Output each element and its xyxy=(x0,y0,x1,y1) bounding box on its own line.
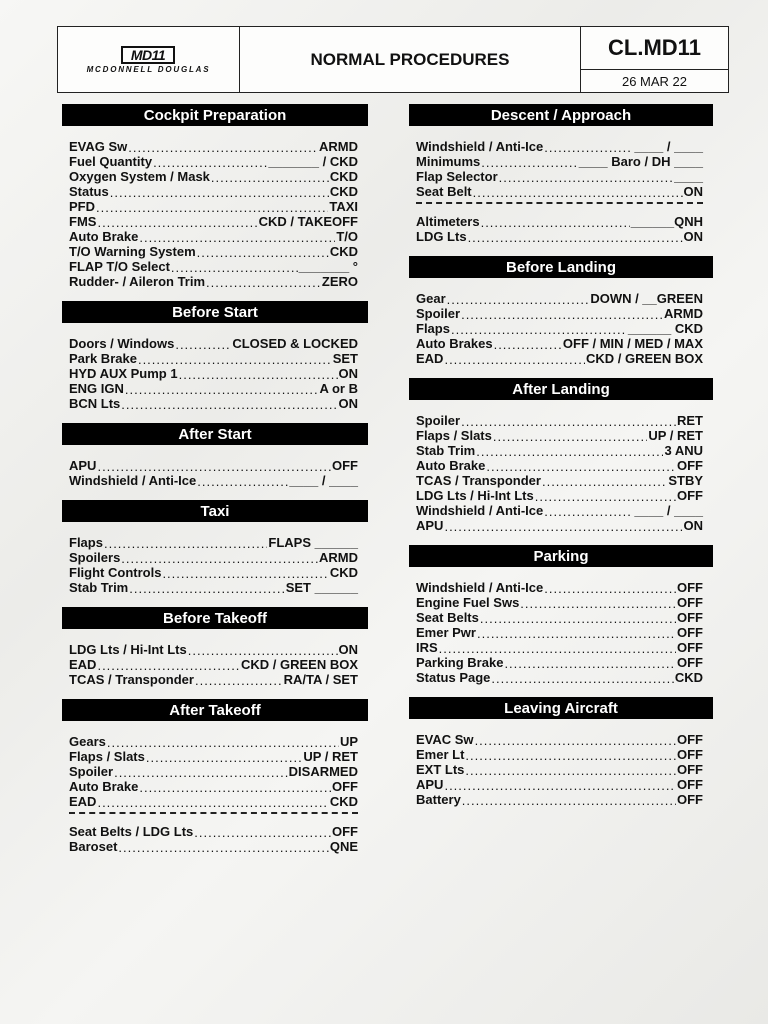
item-label: Auto Brake xyxy=(69,779,139,794)
checklist-row xyxy=(69,154,358,169)
checklist-row xyxy=(69,764,358,779)
section-title: Taxi xyxy=(62,500,368,522)
checklist-row xyxy=(69,565,358,580)
checklist-items xyxy=(409,126,713,244)
section-before-start xyxy=(62,301,368,411)
checklist-items xyxy=(62,126,368,289)
dashed-divider xyxy=(416,202,703,214)
dot-leader xyxy=(125,383,319,396)
dot-leader xyxy=(138,353,332,366)
item-value: ARMD xyxy=(664,306,703,321)
checklist-row xyxy=(416,670,703,685)
dot-leader xyxy=(97,460,331,473)
item-value: ON xyxy=(338,396,358,411)
dot-leader xyxy=(107,736,339,749)
item-value: OFF xyxy=(677,655,703,670)
section-after-takeoff xyxy=(62,699,368,854)
section-parking xyxy=(409,545,713,685)
checklist-row xyxy=(416,518,703,533)
item-label: Spoiler xyxy=(69,764,114,779)
checklist-row xyxy=(69,229,358,244)
item-label: APU xyxy=(69,458,97,473)
page-title: NORMAL PROCEDURES xyxy=(310,49,510,69)
dot-leader xyxy=(444,779,676,792)
checklist-row xyxy=(416,732,703,747)
checklist-row xyxy=(416,747,703,762)
dot-leader xyxy=(194,826,331,839)
item-value: OFF xyxy=(332,458,358,473)
checklist-row xyxy=(69,839,358,854)
dot-leader xyxy=(162,567,328,580)
item-value: OFF xyxy=(677,732,703,747)
dot-leader xyxy=(97,796,328,809)
checklist-row xyxy=(416,184,703,199)
item-value: CKD xyxy=(674,670,703,685)
dot-leader xyxy=(461,308,663,321)
item-value: OFF xyxy=(677,488,703,503)
dot-leader xyxy=(444,353,585,366)
checklist-row xyxy=(416,336,703,351)
item-label: ENG IGN xyxy=(69,381,124,396)
item-label: Spoiler xyxy=(416,306,461,321)
checklist-row xyxy=(416,792,703,807)
item-label: Spoilers xyxy=(69,550,121,565)
item-label: Seat Belt xyxy=(416,184,472,199)
item-value: ARMD xyxy=(319,139,358,154)
item-value: _______ / CKD xyxy=(268,154,358,169)
item-value: UP / RET xyxy=(303,749,358,764)
item-value: _______ ° xyxy=(298,259,358,274)
item-label: Status Page xyxy=(416,670,491,685)
document-code: CL.MD11 xyxy=(581,27,728,70)
checklist-row xyxy=(69,274,358,289)
dot-leader xyxy=(114,766,288,779)
section-after-start xyxy=(62,423,368,488)
section-descent-approach xyxy=(409,104,713,244)
item-label: Flight Controls xyxy=(69,565,162,580)
item-value: ____ xyxy=(674,169,703,184)
checklist-items xyxy=(62,445,368,488)
dot-leader xyxy=(206,276,321,289)
item-label: Engine Fuel Sws xyxy=(416,595,520,610)
dot-leader xyxy=(461,415,676,428)
section-title: Before Start xyxy=(62,301,368,323)
checklist-row xyxy=(416,610,703,625)
item-value: CKD xyxy=(329,794,358,809)
item-label: Oxygen System / Mask xyxy=(69,169,210,184)
item-value: CKD xyxy=(329,244,358,259)
dot-leader xyxy=(211,171,329,184)
item-label: EXT Lts xyxy=(416,762,465,777)
item-value: ____ / ____ xyxy=(634,503,703,518)
checklist-row xyxy=(416,229,703,244)
checklist-row xyxy=(416,640,703,655)
right-column xyxy=(409,104,713,807)
section-after-landing xyxy=(409,378,713,533)
item-label: Fuel Quantity xyxy=(69,154,153,169)
dot-leader xyxy=(171,261,298,274)
checklist-row xyxy=(416,169,703,184)
item-label: TCAS / Transponder xyxy=(416,473,541,488)
item-value: ____ / ____ xyxy=(634,139,703,154)
item-value: T/O xyxy=(336,229,358,244)
section-before-takeoff xyxy=(62,607,368,687)
dot-leader xyxy=(473,186,683,199)
item-value: ______QNH xyxy=(630,214,703,229)
checklist-items xyxy=(409,278,713,366)
checklist-row xyxy=(69,672,358,687)
checklist-row xyxy=(69,794,358,809)
checklist-row xyxy=(416,306,703,321)
dot-leader xyxy=(96,201,328,214)
dot-leader xyxy=(542,475,667,488)
item-value: CKD xyxy=(329,565,358,580)
item-label: Status xyxy=(69,184,109,199)
dot-leader xyxy=(475,734,676,747)
dot-leader xyxy=(104,537,267,550)
item-label: Gear xyxy=(416,291,446,306)
item-label: Auto Brakes xyxy=(416,336,493,351)
dot-leader xyxy=(188,644,338,657)
dot-leader xyxy=(486,460,676,473)
section-before-landing xyxy=(409,256,713,366)
item-value: STBY xyxy=(668,473,703,488)
checklist-row xyxy=(416,443,703,458)
checklist-row xyxy=(416,777,703,792)
item-value: ____ Baro / DH ____ xyxy=(578,154,703,169)
dot-leader xyxy=(129,582,284,595)
item-value: OFF xyxy=(677,777,703,792)
item-label: Flaps xyxy=(416,321,450,336)
item-label: Seat Belts xyxy=(416,610,479,625)
item-value: A or B xyxy=(319,381,358,396)
item-value: SET ______ xyxy=(285,580,358,595)
dot-leader xyxy=(544,505,633,518)
dot-leader xyxy=(179,368,338,381)
item-label: Windshield / Anti-Ice xyxy=(69,473,197,488)
item-value: ______ CKD xyxy=(627,321,703,336)
item-value: 3 ANU xyxy=(664,443,703,458)
item-value: OFF xyxy=(677,610,703,625)
checklist-row xyxy=(416,351,703,366)
item-value: DISARMED xyxy=(288,764,358,779)
section-title: Parking xyxy=(409,545,713,567)
item-value: ____ / ____ xyxy=(289,473,358,488)
checklist-row xyxy=(416,625,703,640)
item-value: CLOSED & LOCKED xyxy=(232,336,358,351)
dot-leader xyxy=(544,582,676,595)
checklist-items xyxy=(62,721,368,854)
item-value: OFF xyxy=(332,824,358,839)
dot-leader xyxy=(520,597,676,610)
item-value: CKD / GREEN BOX xyxy=(585,351,703,366)
checklist-row xyxy=(69,351,358,366)
checklist-row xyxy=(416,488,703,503)
item-value: CKD xyxy=(329,184,358,199)
item-label: Emer Pwr xyxy=(416,625,476,640)
document-date: 26 MAR 22 xyxy=(621,73,688,89)
item-value: ON xyxy=(683,184,703,199)
item-label: Spoiler xyxy=(416,413,461,428)
checklist-row xyxy=(416,413,703,428)
checklist-items xyxy=(62,522,368,595)
dot-leader xyxy=(195,674,283,687)
item-value: OFF xyxy=(677,625,703,640)
dot-leader xyxy=(491,672,673,685)
checklist-row xyxy=(416,291,703,306)
item-label: EAD xyxy=(69,794,97,809)
item-label: Battery xyxy=(416,792,461,807)
checklist-row xyxy=(69,139,358,154)
checklist-row xyxy=(69,749,358,764)
item-label: Altimeters xyxy=(416,214,480,229)
dot-leader xyxy=(493,430,647,443)
item-label: Windshield / Anti-Ice xyxy=(416,503,544,518)
checklist-row xyxy=(69,734,358,749)
item-label: APU xyxy=(416,777,444,792)
item-label: Baroset xyxy=(69,839,118,854)
item-label: Stab Trim xyxy=(69,580,129,595)
item-label: TCAS / Transponder xyxy=(69,672,194,687)
item-label: Windshield / Anti-Ice xyxy=(416,580,544,595)
item-value: CKD / TAKEOFF xyxy=(258,214,358,229)
dot-leader xyxy=(465,749,676,762)
item-label: Seat Belts / LDG Lts xyxy=(69,824,194,839)
item-value: UP xyxy=(339,734,358,749)
section-title: Before Takeoff xyxy=(62,607,368,629)
dot-leader xyxy=(535,490,676,503)
dot-leader xyxy=(139,781,331,794)
item-label: APU xyxy=(416,518,444,533)
checklist-row xyxy=(69,779,358,794)
left-column xyxy=(62,104,368,854)
dot-leader xyxy=(139,231,335,244)
checklist-row xyxy=(69,184,358,199)
dot-leader xyxy=(97,216,257,229)
dot-leader xyxy=(197,475,288,488)
item-value: ON xyxy=(338,366,358,381)
dot-leader xyxy=(97,659,240,672)
item-label: Flaps / Slats xyxy=(69,749,145,764)
section-title: Cockpit Preparation xyxy=(62,104,368,126)
item-label: HYD AUX Pump 1 xyxy=(69,366,178,381)
item-label: Minimums xyxy=(416,154,481,169)
dot-leader xyxy=(504,657,676,670)
section-title: Leaving Aircraft xyxy=(409,697,713,719)
item-value: OFF xyxy=(677,458,703,473)
checklist-items xyxy=(409,719,713,807)
document-id-cell xyxy=(580,27,728,92)
item-value: CKD / GREEN BOX xyxy=(240,657,358,672)
section-taxi xyxy=(62,500,368,595)
dot-leader xyxy=(439,642,676,655)
checklist-row xyxy=(69,199,358,214)
checklist-row xyxy=(416,154,703,169)
checklist-row xyxy=(416,428,703,443)
dot-leader xyxy=(481,216,630,229)
item-label: Emer Lt xyxy=(416,747,465,762)
dot-leader xyxy=(451,323,627,336)
item-value: RA/TA / SET xyxy=(283,672,358,687)
checklist-row xyxy=(416,580,703,595)
item-label: Flaps xyxy=(69,535,103,550)
checklist-row xyxy=(416,458,703,473)
checklist-row xyxy=(416,503,703,518)
md11-logo-mark: MD11 xyxy=(121,46,175,64)
checklist-row xyxy=(416,473,703,488)
dot-leader xyxy=(118,841,328,854)
item-label: FMS xyxy=(69,214,97,229)
section-title: After Start xyxy=(62,423,368,445)
dot-leader xyxy=(121,398,337,411)
item-label: Flap Selector xyxy=(416,169,498,184)
checklist-row xyxy=(416,655,703,670)
section-title: Descent / Approach xyxy=(409,104,713,126)
checklist-row xyxy=(69,336,358,351)
item-value: FLAPS ______ xyxy=(268,535,358,550)
dot-leader xyxy=(481,156,577,169)
item-value: OFF xyxy=(677,747,703,762)
checklist-row xyxy=(69,259,358,274)
dot-leader xyxy=(175,338,231,351)
checklist-row xyxy=(69,535,358,550)
checklist-row xyxy=(69,366,358,381)
dot-leader xyxy=(544,141,633,154)
item-label: EAD xyxy=(416,351,444,366)
item-value: OFF xyxy=(677,580,703,595)
item-value: ARMD xyxy=(319,550,358,565)
manufacturer-name: MCDONNELL DOUGLAS xyxy=(86,65,211,74)
item-value: OFF xyxy=(677,792,703,807)
dot-leader xyxy=(465,764,676,777)
dot-leader xyxy=(468,231,683,244)
dot-leader xyxy=(480,612,676,625)
item-value: DOWN / __GREEN xyxy=(590,291,703,306)
dot-leader xyxy=(146,751,302,764)
item-label: LDG Lts / Hi-Int Lts xyxy=(69,642,187,657)
dot-leader xyxy=(499,171,673,184)
checklist-row xyxy=(416,321,703,336)
item-label: EVAC Sw xyxy=(416,732,474,747)
dot-leader xyxy=(444,520,682,533)
checklist-row xyxy=(69,381,358,396)
item-value: OFF xyxy=(677,762,703,777)
item-label: EVAG Sw xyxy=(69,139,128,154)
dot-leader xyxy=(462,794,676,807)
page-header xyxy=(57,26,729,93)
item-label: Windshield / Anti-Ice xyxy=(416,139,544,154)
item-value: ON xyxy=(683,518,703,533)
dot-leader xyxy=(494,338,562,351)
dot-leader xyxy=(153,156,267,169)
checklist-row xyxy=(69,169,358,184)
item-value: CKD xyxy=(329,169,358,184)
dot-leader xyxy=(128,141,318,154)
dot-leader xyxy=(110,186,329,199)
section-leaving-aircraft xyxy=(409,697,713,807)
checklist-row xyxy=(69,580,358,595)
item-value: SET xyxy=(332,351,358,366)
item-value: OFF xyxy=(677,595,703,610)
item-value: QNE xyxy=(329,839,358,854)
item-value: OFF xyxy=(677,640,703,655)
section-title: Before Landing xyxy=(409,256,713,278)
dot-leader xyxy=(121,552,318,565)
item-label: IRS xyxy=(416,640,438,655)
item-label: Rudder- / Aileron Trim xyxy=(69,274,206,289)
section-title: After Takeoff xyxy=(62,699,368,721)
dashed-divider xyxy=(69,812,358,824)
checklist-items xyxy=(409,400,713,533)
item-value: TAXI xyxy=(329,199,358,214)
item-value: OFF / MIN / MED / MAX xyxy=(562,336,703,351)
checklist-items xyxy=(409,567,713,685)
item-label: Flaps / Slats xyxy=(416,428,492,443)
dot-leader xyxy=(476,445,663,458)
checklist-row xyxy=(69,214,358,229)
item-label: BCN Lts xyxy=(69,396,121,411)
checklist-row xyxy=(69,642,358,657)
item-label: Gears xyxy=(69,734,106,749)
item-label: EAD xyxy=(69,657,97,672)
checklist-items xyxy=(62,323,368,411)
checklist-row xyxy=(69,824,358,839)
checklist-row xyxy=(69,244,358,259)
checklist-row xyxy=(69,473,358,488)
checklist-row xyxy=(69,458,358,473)
item-label: Auto Brake xyxy=(69,229,139,244)
item-label: T/O Warning System xyxy=(69,244,196,259)
checklist-row xyxy=(416,214,703,229)
item-label: Parking Brake xyxy=(416,655,504,670)
section-cockpit-preparation xyxy=(62,104,368,289)
checklist-row xyxy=(69,396,358,411)
dot-leader xyxy=(477,627,676,640)
dot-leader xyxy=(197,246,329,259)
checklist-row xyxy=(69,657,358,672)
item-label: FLAP T/O Select xyxy=(69,259,170,274)
item-value: ON xyxy=(338,642,358,657)
checklist-row xyxy=(69,550,358,565)
item-label: LDG Lts xyxy=(416,229,467,244)
section-title: After Landing xyxy=(409,378,713,400)
manufacturer-logo xyxy=(58,27,240,92)
item-value: OFF xyxy=(332,779,358,794)
item-label: Park Brake xyxy=(69,351,137,366)
checklist-items xyxy=(62,629,368,687)
item-label: PFD xyxy=(69,199,95,214)
item-label: Auto Brake xyxy=(416,458,486,473)
checklist-row xyxy=(416,595,703,610)
dot-leader xyxy=(447,293,590,306)
checklist-row xyxy=(416,762,703,777)
item-value: RET xyxy=(677,413,703,428)
item-value: UP / RET xyxy=(648,428,703,443)
checklist-row xyxy=(416,139,703,154)
item-label: LDG Lts / Hi-Int Lts xyxy=(416,488,534,503)
item-label: Stab Trim xyxy=(416,443,476,458)
item-value: ON xyxy=(683,229,703,244)
item-value: ZERO xyxy=(321,274,358,289)
item-label: Doors / Windows xyxy=(69,336,175,351)
